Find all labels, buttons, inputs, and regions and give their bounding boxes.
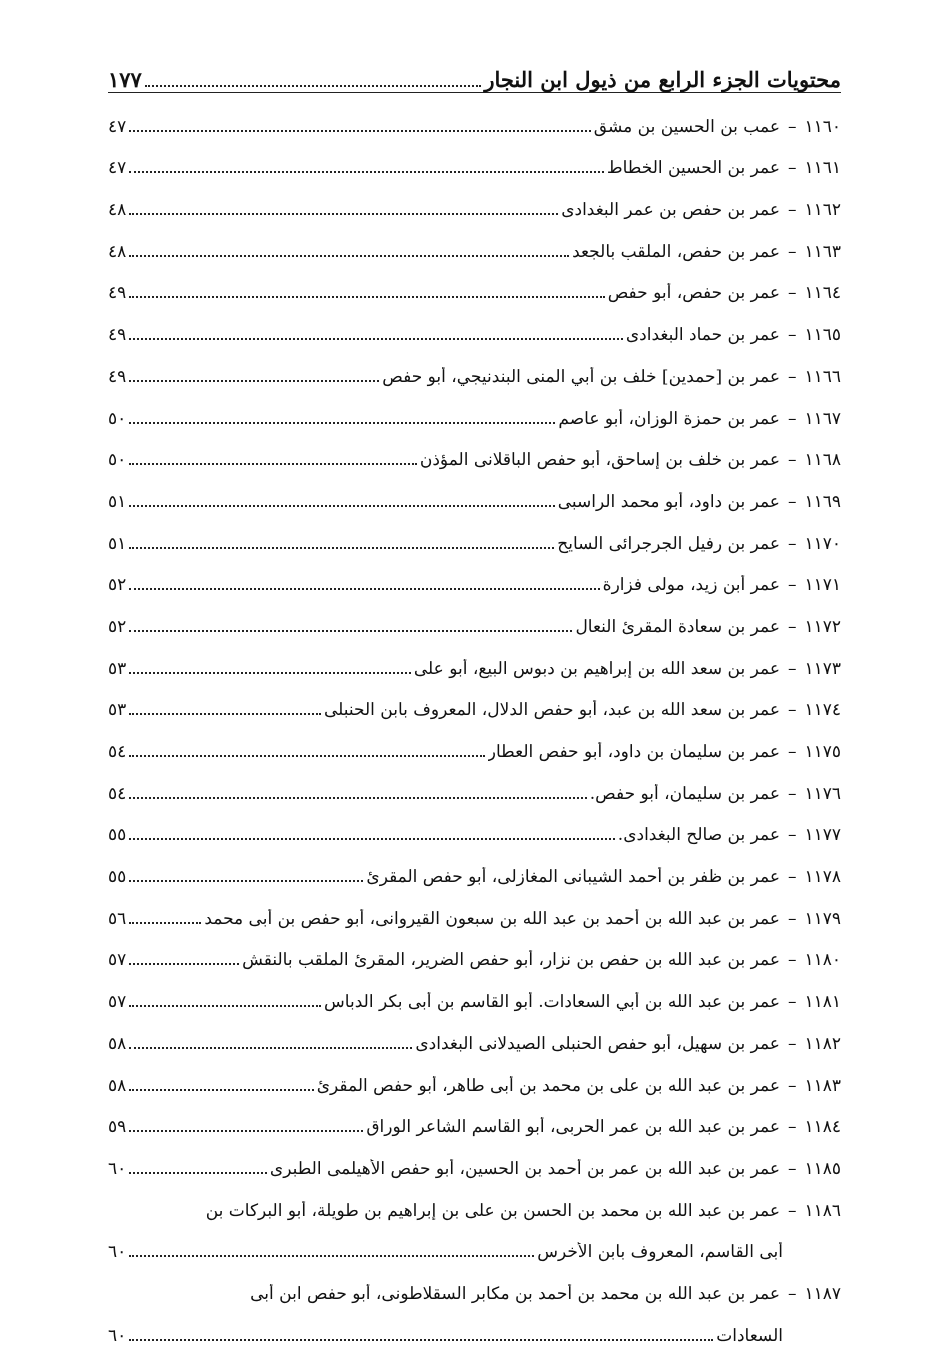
entry-page-number: ٥١ [108, 533, 127, 554]
leader-dots [129, 713, 321, 715]
entry-title-line2: السعادات [716, 1325, 783, 1346]
toc-entry [108, 970, 841, 1012]
entry-page-number: ٥٨ [108, 1033, 127, 1054]
entry-number: ١١٨٧ [804, 1283, 841, 1304]
entry-dash: – [787, 742, 797, 762]
entry-title: عمر بن حمزة الوزان، أبو عاصم [558, 408, 780, 429]
toc-entry [108, 637, 841, 679]
toc-entry [108, 887, 841, 929]
entry-dash: – [787, 1117, 797, 1138]
toc-entry [108, 762, 841, 804]
entry-title: عمر بن عبد الله بن عمر بن أحمد بن الحسين، أبو حفص الأهيلمى الطبرى [269, 1158, 780, 1179]
entry-title: عمر بن عبد الله بن عمر الحربى، أبو القاسم الشاعر الوراق [366, 1117, 780, 1138]
entry-title: عمر بن سعد الله بن إبراهيم بن دبوس البيع، أبو على [413, 658, 780, 679]
page-header [108, 58, 841, 93]
entry-page-number: ٥٥ [108, 825, 127, 846]
header-title: محتويات الجزء الرابع من ذيول ابن النجار [484, 67, 841, 92]
toc-entry [108, 1012, 841, 1054]
entry-number: ١١٧٩ [804, 908, 841, 929]
entry-number: ١١٦٨ [804, 450, 841, 471]
entry-dash: – [787, 1158, 797, 1179]
entry-number: ١١٧٨ [804, 867, 841, 888]
entry-title: عمر بن عبد الله بن أحمد بن عبد الله بن سبعون القيروانى، أبو حفص بن أبى محمد [204, 908, 780, 929]
toc-entry [108, 929, 841, 971]
entry-page-number: ٦٠ [108, 1242, 127, 1263]
entry-dash: – [787, 867, 797, 888]
entry-number: ١١٧٦ [804, 783, 841, 804]
entry-number: ١١٨٤ [804, 1117, 841, 1138]
entry-number: ١١٧٤ [804, 700, 841, 721]
entry-title: عمر بن سليمان، أبو حفص. [589, 783, 780, 804]
entry-dash: – [787, 325, 797, 346]
leader-dots [129, 1130, 363, 1132]
entry-number: ١١٧٠ [804, 533, 841, 554]
toc-entry [108, 137, 841, 179]
entry-page-number: ٥٧ [108, 992, 127, 1013]
entry-title: عمر بن داود، أبو محمد الراسبى [557, 491, 780, 512]
entry-title: عمر بن عبد الله بن حفص بن نزار، أبو حفص الضرير، المقرئ الملقب بالنقش [242, 950, 780, 971]
entry-title: عمر بن سليمان بن داود، أبو حفص العطار [487, 742, 780, 762]
leader-dots [129, 672, 411, 674]
toc-entry-continuation [108, 1221, 841, 1263]
entry-number: ١١٦٦ [804, 366, 841, 387]
toc-entry [108, 429, 841, 471]
leader-dots [129, 255, 569, 257]
leader-dots [129, 338, 623, 340]
leader-dots [129, 1047, 412, 1049]
entry-title: عمب بن الحسين بن مشق [593, 116, 780, 137]
entry-number: ١١٧١ [804, 575, 841, 596]
toc-entry [108, 845, 841, 887]
entry-number: ١١٨٢ [804, 1033, 841, 1054]
entry-number: ١١٨٠ [804, 950, 841, 971]
entry-title: عمر بن حماد البغدادى [625, 325, 780, 346]
entry-page-number: ٤٨ [108, 200, 127, 221]
entry-page-number: ٥٤ [108, 742, 127, 762]
entry-number: ١١٦١ [804, 158, 841, 179]
toc-entry [108, 679, 841, 721]
entry-page-number: ٤٧ [108, 116, 127, 137]
entry-dash: – [787, 575, 797, 596]
entry-number: ١١٦٤ [804, 283, 841, 304]
entry-number: ١١٦٩ [804, 491, 841, 512]
leader-dots [129, 588, 599, 590]
leader-dots [129, 755, 485, 757]
toc-entry [108, 262, 841, 304]
toc-entry [108, 1179, 841, 1221]
leader-dots [129, 838, 615, 840]
entry-dash: – [787, 283, 797, 304]
entry-dash: – [787, 908, 797, 929]
leader-dots [129, 922, 201, 924]
toc-entry [108, 387, 841, 429]
entry-number: ١١٦٠ [804, 116, 841, 137]
entry-dash: – [787, 533, 797, 554]
entry-dash: – [787, 825, 797, 846]
entry-page-number: ٥٣ [108, 700, 127, 721]
entry-dash: – [787, 408, 797, 429]
entry-title-line1: عمر بن عبد الله بن محمد بن أحمد بن مكابر السقلاطونى، أبو حفص ابن أبى [250, 1283, 780, 1304]
entry-title: عمر بن خلف بن إساحق، أبو حفص الباقلانى المؤذن [419, 450, 780, 471]
entry-title-line2: أبى القاسم، المعروف بابن الأخرس [537, 1242, 783, 1263]
toc-entry [108, 554, 841, 596]
entry-title: عمر بن عبد الله بن على بن محمد بن أبى طاهر، أبو حفص المقرئ [316, 1075, 780, 1096]
leader-dots [129, 797, 587, 799]
leader-dots [129, 963, 239, 965]
entry-page-number: ٥٠ [108, 450, 127, 471]
entry-dash: – [787, 241, 797, 262]
leader-dots [129, 1339, 713, 1341]
leader-dots [129, 547, 554, 549]
leader-dots [129, 1172, 267, 1174]
leader-dots [129, 213, 558, 215]
toc-entry [108, 512, 841, 554]
entry-title-line1: عمر بن عبد الله بن محمد بن الحسن بن على بن إبراهيم بن طويلة، أبو البركات بن [205, 1200, 780, 1221]
entry-page-number: ٥٠ [108, 408, 127, 429]
toc-entry [108, 1054, 841, 1096]
entry-title: عمر بن رفيل الجرجرائى السايح [557, 533, 780, 554]
entry-page-number: ٥٧ [108, 950, 127, 971]
toc-entry [108, 1096, 841, 1138]
entry-dash: – [787, 450, 797, 471]
entry-title: عمر بن حفص بن عمر البغدادى [561, 200, 780, 221]
toc-entry [108, 95, 841, 137]
entry-number: ١١٧٥ [804, 742, 841, 762]
header-leader-dots [145, 85, 481, 87]
leader-dots [129, 630, 572, 632]
toc-entry [108, 303, 841, 345]
leader-dots [129, 880, 363, 882]
leader-dots [129, 1005, 321, 1007]
entry-number: ١١٦٧ [804, 408, 841, 429]
entry-page-number: ٤٩ [108, 283, 127, 304]
entry-page-number: ٥٦ [108, 908, 127, 929]
entry-title: عمر بن الحسين الخطاط [606, 158, 780, 179]
toc-entry [108, 804, 841, 846]
entry-title: عمر بن عبد الله بن أبي السعادات. أبو القاسم بن أبى بكر الدباس [324, 992, 780, 1013]
entry-dash: – [787, 783, 797, 804]
entry-number: ١١٨٣ [804, 1075, 841, 1096]
entry-dash: – [787, 950, 797, 971]
entry-page-number: ٥٢ [108, 616, 127, 637]
toc-entry [108, 720, 841, 762]
entry-dash: – [787, 992, 797, 1013]
entry-page-number: ٥١ [108, 491, 127, 512]
entry-number: ١١٦٥ [804, 325, 841, 346]
toc-entry [108, 470, 841, 512]
entry-title: عمر بن سهيل، أبو حفص الحنبلى الصيدلانى البغدادى [415, 1033, 780, 1054]
toc-entry [108, 220, 841, 262]
entry-dash: – [787, 658, 797, 679]
leader-dots [129, 171, 604, 173]
leader-dots [129, 1255, 534, 1257]
toc-entry [108, 1262, 841, 1304]
entry-dash: – [787, 491, 797, 512]
leader-dots [129, 505, 554, 507]
entry-number: ١١٦٣ [804, 241, 841, 262]
toc-entry [108, 345, 841, 387]
entry-dash: – [787, 700, 797, 721]
entry-dash: – [787, 116, 797, 137]
entry-page-number: ٤٨ [108, 241, 127, 262]
entry-title: عمر بن سعادة المقرئ النعال [575, 616, 780, 637]
entry-number: ١١٨٦ [804, 1200, 841, 1221]
toc-entry-continuation [108, 1304, 841, 1346]
entry-number: ١١٧٣ [804, 658, 841, 679]
entry-page-number: ٤٧ [108, 158, 127, 179]
entry-dash: – [787, 1283, 797, 1304]
entry-page-number: ٥٢ [108, 575, 127, 596]
entry-title: عمر بن ظفر بن أحمد الشيبانى المغازلى، أبو حفص المقرئ [366, 867, 780, 888]
toc-list [108, 95, 841, 1346]
entry-title: عمر بن صالح البغدادى. [617, 825, 780, 846]
leader-dots [129, 296, 604, 298]
entry-number: ١١٨١ [804, 992, 841, 1013]
entry-title: عمر بن سعد الله بن عبد، أبو حفص الدلال، المعروف بابن الحنبلى [323, 700, 780, 721]
leader-dots [129, 130, 591, 132]
entry-dash: – [787, 366, 797, 387]
toc-entry [108, 178, 841, 220]
leader-dots [129, 422, 555, 424]
entry-title: عمر بن حفص، الملقب بالجعد [572, 241, 780, 262]
entry-page-number: ٥٥ [108, 867, 127, 888]
entry-number: ١١٨٥ [804, 1158, 841, 1179]
entry-page-number: ٥٩ [108, 1117, 127, 1138]
entry-page-number: ٤٩ [108, 366, 127, 387]
entry-page-number: ٥٨ [108, 1075, 127, 1096]
leader-dots [129, 1089, 313, 1091]
header-page-number: ١٧٧ [108, 67, 142, 92]
entry-dash: – [787, 1075, 797, 1096]
entry-dash: – [787, 158, 797, 179]
entry-number: ١١٧٢ [804, 616, 841, 637]
entry-page-number: ٥٤ [108, 783, 127, 804]
entry-title: عمر أبن زيد، مولى فزارة [602, 575, 780, 596]
entry-number: ١١٦٢ [804, 200, 841, 221]
leader-dots [129, 463, 417, 465]
entry-page-number: ٦٠ [108, 1325, 127, 1346]
entry-dash: – [787, 1200, 797, 1221]
entry-dash: – [787, 616, 797, 637]
leader-dots [129, 380, 379, 382]
entry-title: عمر بن [حمدين] خلف بن أبي المنى البندنيجي، أبو حفص [382, 366, 780, 387]
toc-entry [108, 595, 841, 637]
entry-title: عمر بن حفص، أبو حفص [607, 283, 780, 304]
entry-page-number: ٥٣ [108, 658, 127, 679]
entry-page-number: ٦٠ [108, 1158, 127, 1179]
entry-page-number: ٤٩ [108, 325, 127, 346]
entry-number: ١١٧٧ [804, 825, 841, 846]
entry-dash: – [787, 200, 797, 221]
toc-entry [108, 1137, 841, 1179]
entry-dash: – [787, 1033, 797, 1054]
